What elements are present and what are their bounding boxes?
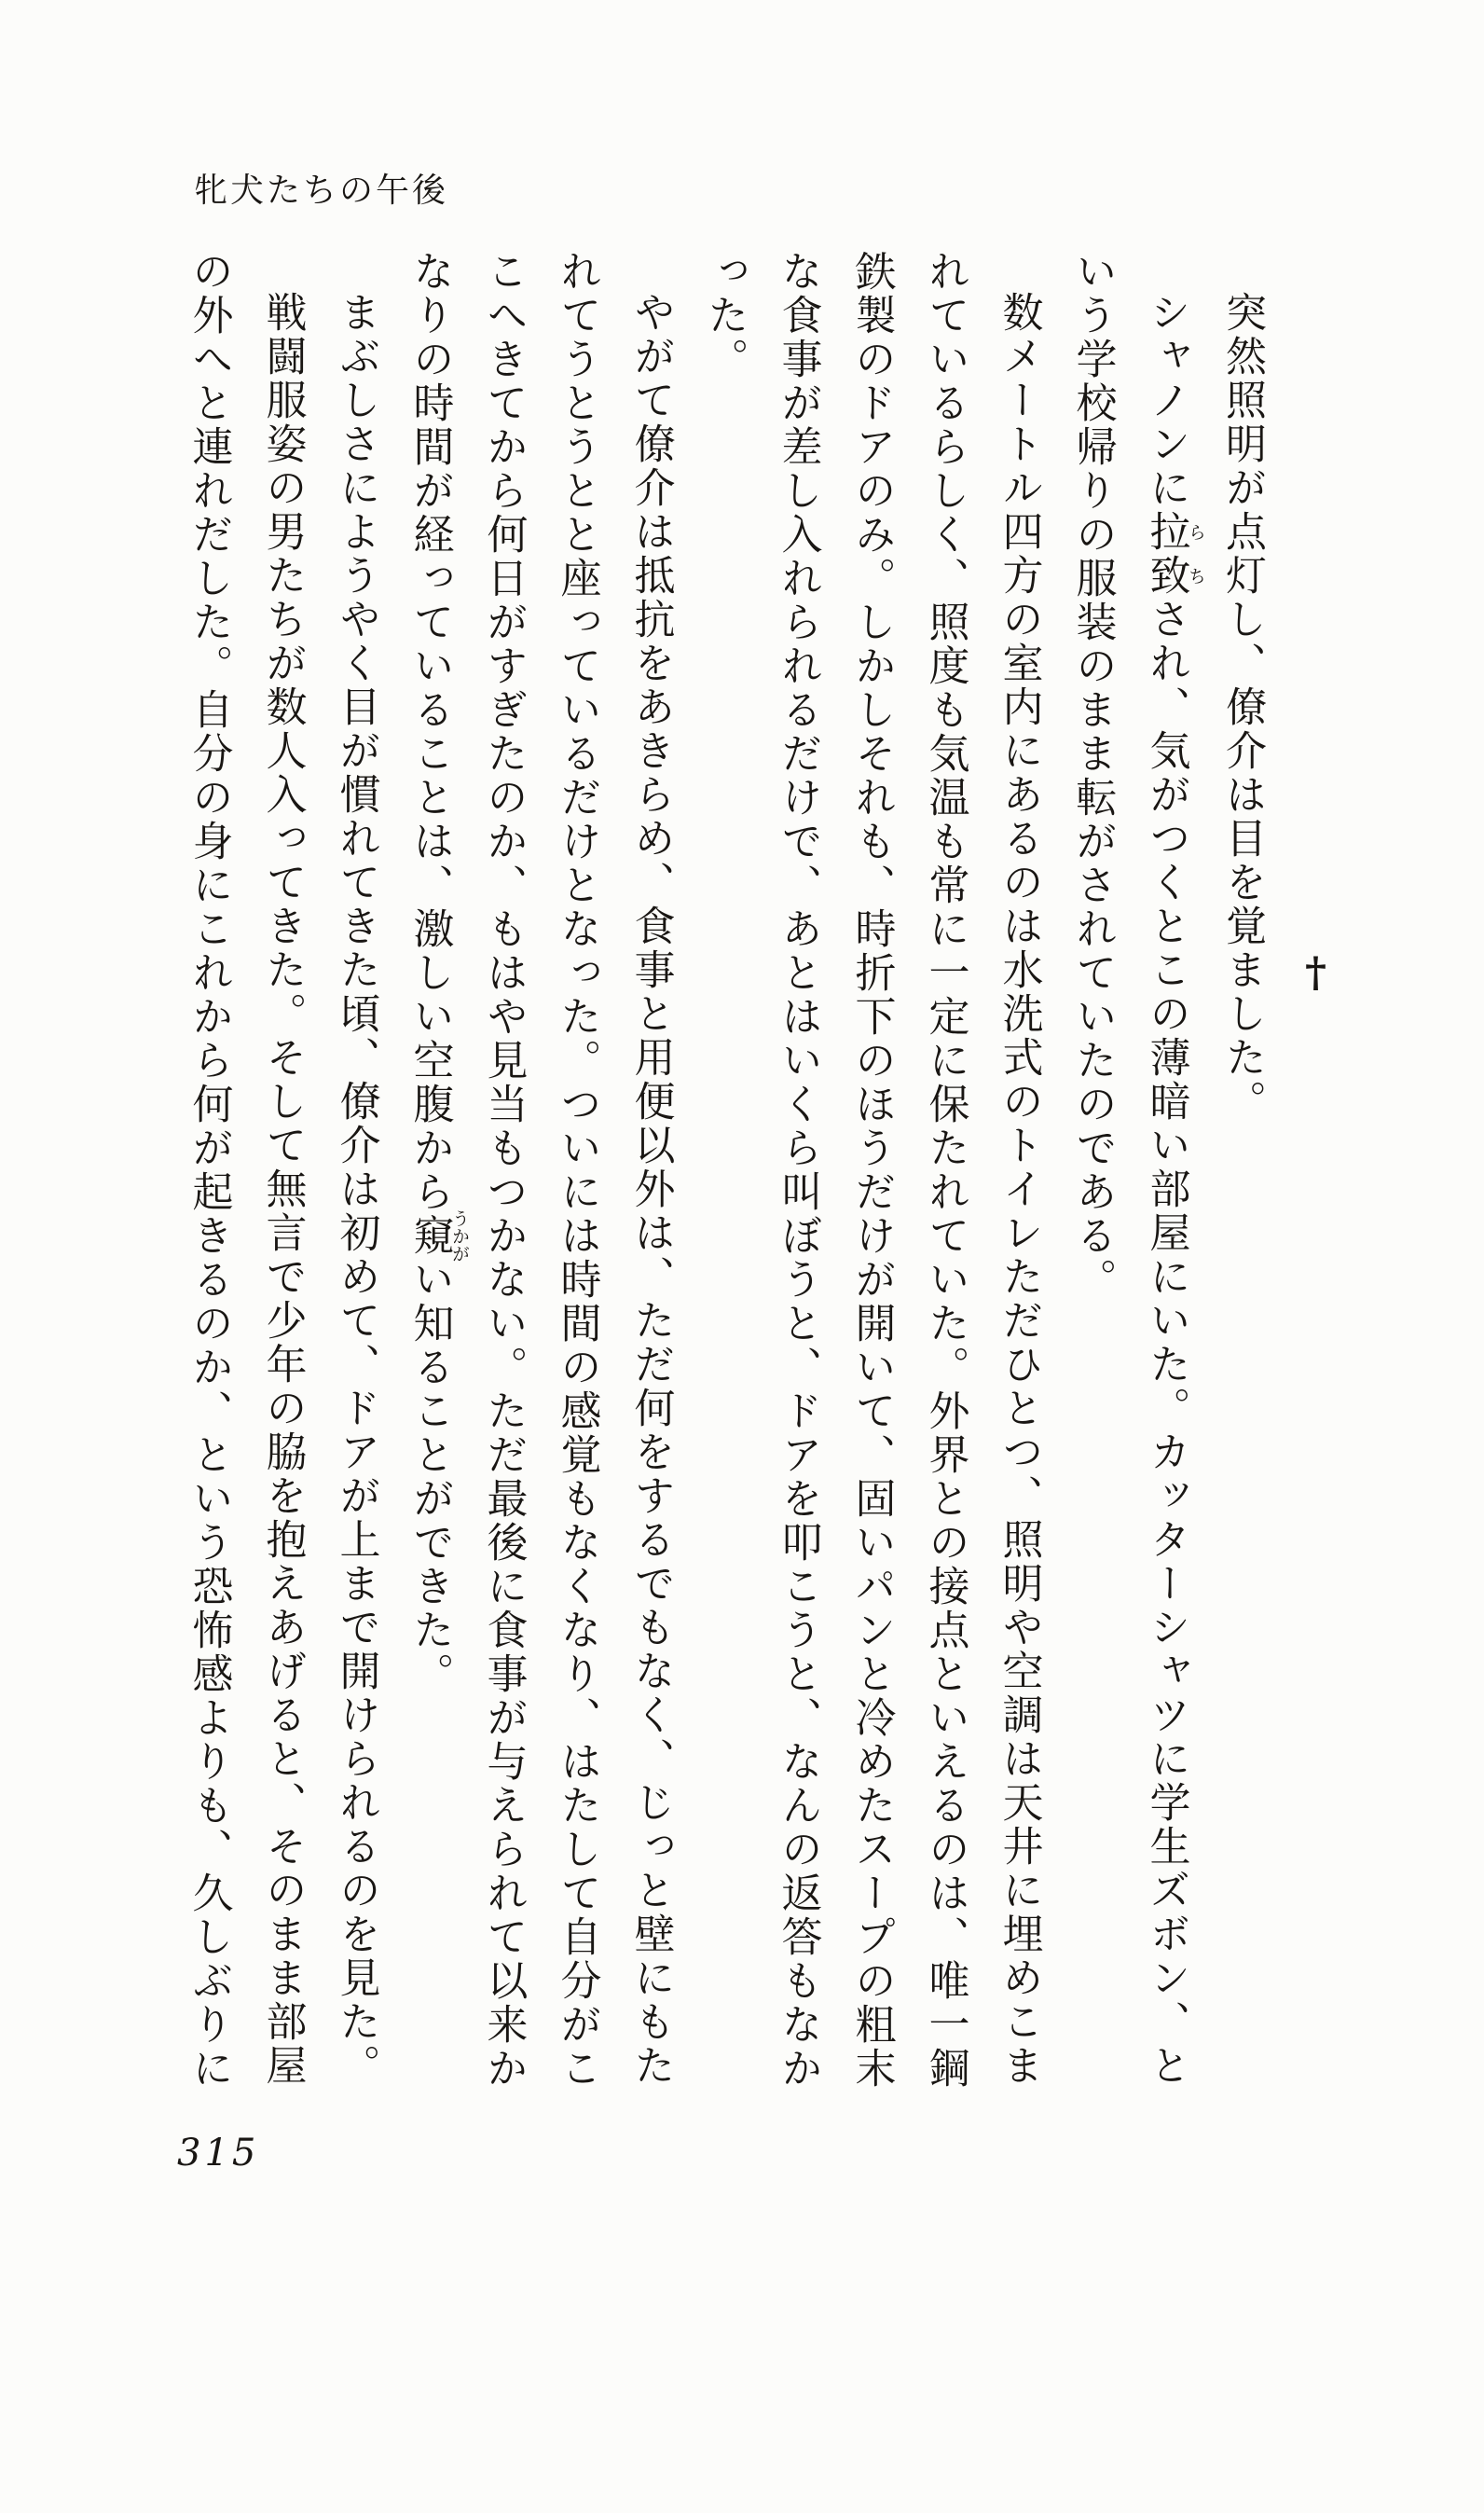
paragraph: 戦闘服姿の男たちが数人入ってきた。そして無言で少年の脇を抱えあげると、そのまま部屋の外へと連れだした。自分の身にこれから何が起きるのか、という恐怖感よりも、久しぶりに [185,250,307,2091]
paragraph: やがて僚介は抵抗をあきらめ、食事と用便以外は、ただ何をするでもなく、じっと壁にもたれてうとうとと座っているだけとなった。ついには時間の感覚もなくなり、はたして自分がここへきてから何日がすぎたのか、もはや見当もつかない。ただ最後に食事が与えられて以来かなりの時間が経っていることは、激しい空腹から窺うかがい知ることができた。 [405,250,675,2091]
running-head: 牝犬たちの午後 [194,172,449,210]
main-text-block [172,250,1353,2128]
scene-break-dagger: † [1292,949,1340,1000]
paragraph: 数メートル四方の室内にあるのは水洗式のトイレただひとつ、照明や空調は天井に埋めこまれているらしく、照度も気温も常に一定に保たれていた。外界との接点といえるのは、唯一鋼鉄製のドアのみ。しかしそれも、時折下のほうだけが開いて、固いパンと冷めたスープの粗末な食事が差し入れられるだけで、あとはいくら叫ぼうと、ドアを叩こうと、なんの返答もなかった。 [700,250,1043,2091]
furigana-reading: らち [1186,510,1206,598]
furigana-reading: うかが [449,1209,470,1263]
furigana-base: 拉致らち [1142,510,1206,598]
furigana-base: 窺うかが [405,1209,470,1263]
page-number: 315 [177,2132,260,2175]
paragraph: 突然照明が点灯し、僚介は目を覚ました。 [1218,291,1266,1124]
paragraph: まぶしさにようやく目が慣れてきた頃、僚介は初めて、ドアが上まで開けられるのを見た。 [332,291,380,2088]
paragraph: シャノンに拉致らちされ、気がつくとこの薄暗い部屋にいた。カッターシャツに学生ズボン、という学校帰りの服装のまま転がされていたのである。 [1068,250,1206,2088]
